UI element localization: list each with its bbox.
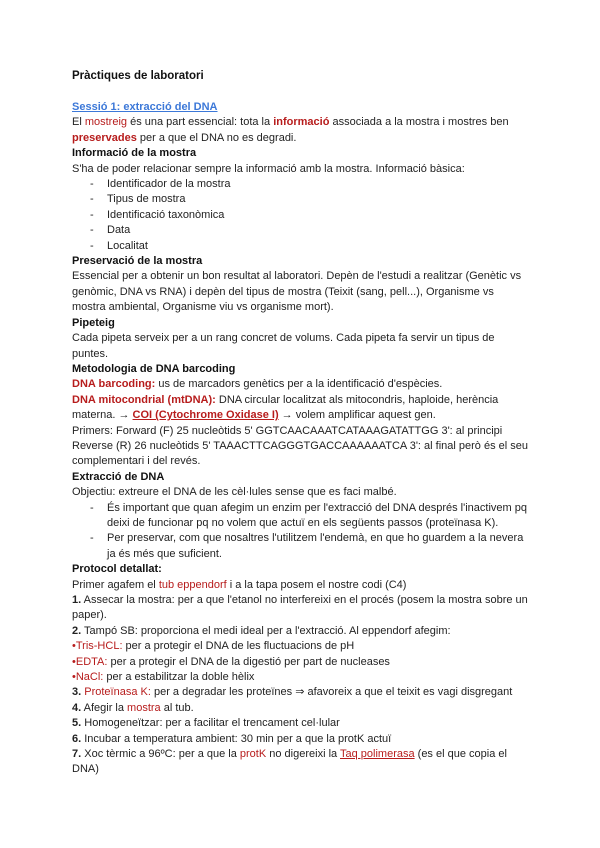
term-informacio: informació bbox=[273, 116, 330, 129]
extraccio-text: Objectiu: extreure el DNA de les cèl·lules sense que es faci malbé. bbox=[72, 486, 397, 499]
intro-paragraph: El mostreig és una part essencial: tota la informació associada a la mostra i mostres ben preservades per a que el DNA no es degradi. bbox=[72, 116, 509, 144]
heading-informacio: Informació de la mostra bbox=[72, 147, 197, 160]
heading-protocol: Protocol detallat: bbox=[72, 563, 162, 576]
term-mtdna: DNA mitocondrial (mtDNA): bbox=[72, 393, 216, 406]
heading-extraccio: Extracció de DNA bbox=[72, 470, 165, 483]
term-mostreig: mostreig bbox=[84, 116, 128, 129]
reagent-edta: •EDTA: per a protegir el DNA de la digestió per part de nucleases bbox=[72, 655, 390, 668]
reagent-nacl: •NaCl: per a estabilitzar la doble hèlix bbox=[72, 671, 255, 684]
term-tub-eppendorf: tub eppendorf bbox=[158, 578, 227, 591]
list-item: - És important que quan afegim un enzim per l'extracció del DNA després l'inactivem pq deixi de funcionar pq no volem que actuï en els següents passos (proteïnasa K). bbox=[90, 501, 528, 532]
list-item: - Per preservar, com que nosaltres l'utilitzem l'endemà, en que ho guardem a la nevera ja és més que suficient. bbox=[90, 531, 528, 562]
list-item: - Data bbox=[90, 223, 528, 238]
heading-preservacio: Preservació de la mostra bbox=[72, 255, 203, 268]
step-6: 6. Incubar a temperatura ambient: 30 min per a que la protK actuï bbox=[72, 732, 392, 745]
mtdna-paragraph: DNA mitocondrial (mtDNA): DNA circular localitzat als mitocondris, haploide, herència materna. → COI (Cytochrome Oxidase I) → volem amplificar aquest gen. bbox=[72, 393, 499, 422]
step-4: 4. Afegir la mostra al tub. bbox=[72, 701, 194, 714]
document-title: Pràctiques de laboratori bbox=[72, 70, 204, 82]
list-item: - Tipus de mostra bbox=[90, 192, 528, 207]
barcoding-definition: DNA barcoding: us de marcadors genètics per a la identificació d'espècies. bbox=[72, 378, 443, 391]
list-item: - Identificació taxonòmica bbox=[90, 208, 528, 223]
step-7: 7. Xoc tèrmic a 96ºC: per a que la protK no digereixi la Taq polimerasa (es el que copia el DNA) bbox=[72, 748, 507, 776]
heading-barcoding: Metodologia de DNA barcoding bbox=[72, 362, 236, 375]
term-preservades: preservades bbox=[72, 131, 137, 144]
preservacio-text: Essencial per a obtenir un bon resultat al laboratori. Depèn de l'estudi a realitzar (Genètic vs genòmic, DNA vs RNA) i depèn del tipus de mostra (Teixit (sang, pell...), Organisme vs mostra ambiental, Organisme viu vs organisme mort). bbox=[72, 270, 522, 314]
reagent-tris: •Tris-HCL: per a protegir el DNA de les fluctuacions de pH bbox=[72, 640, 355, 653]
pipeteig-text: Cada pipeta serveix per a un rang concret de volums. Cada pipeta fa servir un tipus de puntes. bbox=[72, 332, 495, 360]
informacio-list bbox=[72, 177, 528, 254]
list-item: - Localitat bbox=[90, 239, 528, 254]
protocol-intro: Primer agafem el tub eppendorf i a la tapa posem el nostre codi (C4) bbox=[72, 578, 407, 591]
informacio-text: S'ha de poder relacionar sempre la informació amb la mostra. Informació bàsica: bbox=[72, 162, 465, 175]
extraccio-list bbox=[72, 501, 528, 563]
heading-pipeteig: Pipeteig bbox=[72, 316, 115, 329]
term-dna-barcoding: DNA barcoding: bbox=[72, 378, 156, 391]
step-5: 5. Homogeneïtzar: per a facilitar el trencament cel·lular bbox=[72, 717, 340, 730]
session-heading[interactable]: Sessió 1: extracció del DNA bbox=[72, 101, 218, 113]
step-3: 3. Proteïnasa K: per a degradar les proteïnes ⇒ afavoreix a que el teixit es vagi disgregant bbox=[72, 686, 513, 699]
document-content bbox=[72, 100, 528, 778]
step-1: 1. Assecar la mostra: per a que l'etanol no interfereixi en el procés (posem la mostra sobre un paper). bbox=[72, 594, 528, 622]
list-item: - Identificador de la mostra bbox=[90, 177, 528, 192]
term-coi: COI (Cytochrome Oxidase I) bbox=[132, 409, 279, 422]
primers-text: Primers: Forward (F) 25 nucleòtids 5' GGTCAACAAATCATAAAGATATTGG 3': al principi Reverse (R) 26 nucleòtids 5' TAAACTTCAGGGTGACCAAAAAATCA 3': al final però és el seu complementari i del revés. bbox=[72, 424, 528, 468]
step-2: 2. Tampó SB: proporciona el medi ideal per a l'extracció. Al eppendorf afegim: bbox=[72, 624, 451, 637]
